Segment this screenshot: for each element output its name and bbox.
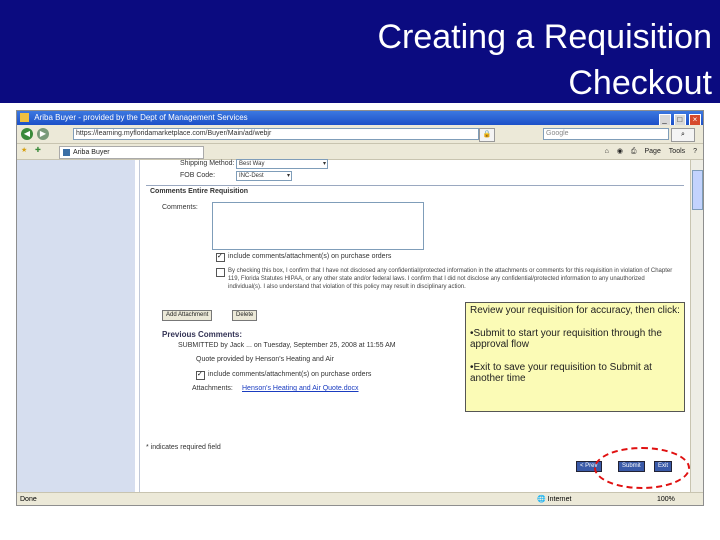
close-icon[interactable]: ×	[689, 114, 701, 126]
include-comments-label: include comments/attachment(s) on purchase orders	[228, 253, 392, 260]
print-icon[interactable]: ⎙	[630, 148, 637, 155]
slide-title-line-1: Creating a Requisition	[377, 18, 712, 56]
forward-arrow-icon[interactable]: ▶	[37, 128, 49, 140]
callout-submit-note: •Submit to start your requisition through the approval flow	[470, 328, 662, 350]
address-bar	[17, 125, 703, 144]
callout-intro: Review your requisition for accuracy, then click:	[470, 305, 680, 316]
zoom-level[interactable]: 100%	[657, 496, 675, 503]
callout-exit-note: •Exit to save your requisition to Submit at another time	[470, 362, 652, 384]
attachment-link[interactable]: Henson's Heating and Air Quote.docx	[242, 385, 359, 392]
security-zone: 🌐 Internet	[537, 496, 572, 503]
maximize-icon[interactable]: □	[674, 114, 686, 126]
exit-button[interactable]: Exit	[654, 461, 672, 472]
search-icon[interactable]: ⌕	[671, 128, 695, 142]
previous-comments-header: Previous Comments:	[162, 330, 243, 339]
page-icon	[63, 149, 70, 156]
tools-menu[interactable]: Tools	[668, 148, 686, 155]
back-arrow-icon[interactable]: ◀	[21, 128, 33, 140]
confirm-disclosure-checkbox[interactable]	[216, 268, 225, 277]
page-menu[interactable]: Page	[644, 148, 661, 155]
prev-include-label: include comments/attachment(s) on purchase orders	[208, 371, 372, 378]
prev-include-checkbox[interactable]	[196, 371, 205, 380]
lock-icon[interactable]: 🔒	[479, 128, 495, 142]
command-bar	[599, 146, 697, 157]
tab-bar	[17, 144, 703, 160]
submit-button[interactable]: Submit	[618, 461, 645, 472]
feeds-icon[interactable]: ◉	[616, 148, 623, 155]
comments-label: Comments:	[162, 204, 198, 211]
search-input[interactable]: Google	[543, 128, 669, 140]
add-attachment-button[interactable]: Add Attachment	[162, 310, 212, 321]
button-highlight-ring	[594, 447, 690, 489]
previous-comment-text: Quote provided by Henson's Heating and Air	[196, 356, 334, 363]
tab-label: Ariba Buyer	[73, 149, 110, 156]
comments-textarea[interactable]	[212, 202, 424, 250]
include-comments-checkbox[interactable]	[216, 253, 225, 262]
scroll-thumb[interactable]	[692, 170, 703, 210]
attachments-label: Attachments:	[192, 385, 233, 392]
browser-titlebar	[17, 111, 703, 125]
required-field-note: * indicates required field	[146, 444, 221, 451]
prev-button[interactable]: < Prev	[576, 461, 602, 472]
left-navigation-pane	[17, 160, 135, 492]
slide-title-line-2: Checkout	[568, 64, 712, 102]
zone-label: Internet	[547, 496, 572, 503]
fob-code-select[interactable]: INC-Dest ▾	[236, 171, 292, 181]
comments-section-header: Comments Entire Requisition	[150, 188, 249, 195]
status-bar	[17, 492, 703, 506]
slide-title	[112, 14, 712, 106]
vertical-scrollbar[interactable]	[690, 160, 703, 492]
shipping-method-select[interactable]: Best Way ▾	[236, 159, 328, 169]
instruction-callout	[465, 302, 685, 412]
status-text: Done	[20, 496, 37, 503]
add-favorites-icon[interactable]: ✚	[35, 147, 41, 154]
delete-button[interactable]: Delete	[232, 310, 257, 321]
shipping-method-label: Shipping Method:	[180, 160, 235, 167]
tab-ariba-buyer[interactable]	[59, 146, 204, 159]
window-title: Ariba Buyer - provided by the Dept of Management Services	[34, 113, 248, 122]
help-icon[interactable]: ?	[693, 148, 697, 155]
slide-header	[0, 0, 720, 103]
favorites-star-icon[interactable]: ★	[21, 147, 28, 154]
section-divider	[146, 185, 684, 186]
previous-comment-entry: SUBMITTED by Jack ... on Tuesday, September 25, 2008 at 11:55 AM	[178, 342, 396, 349]
confirm-disclosure-text: By checking this box, I confirm that I have not disclosed any confidential/protected information in the attachments or comments for this requisition in violation of Chapter 119, Florida Statutes HIPAA, or any other state and/or federal laws. I confirm that I did not disclose any confidential/protected information to any unauthorized individual(s). I also understand that violation of this policy may result in disciplinary action.	[228, 268, 673, 290]
home-icon[interactable]: ⌂	[604, 148, 609, 155]
minimize-icon[interactable]: _	[659, 114, 671, 126]
url-input[interactable]: https://learning.myfloridamarketplace.com/Buyer/Main/ad/webjr	[73, 128, 479, 140]
fob-code-label: FOB Code:	[180, 172, 216, 179]
browser-app-icon	[20, 113, 29, 122]
